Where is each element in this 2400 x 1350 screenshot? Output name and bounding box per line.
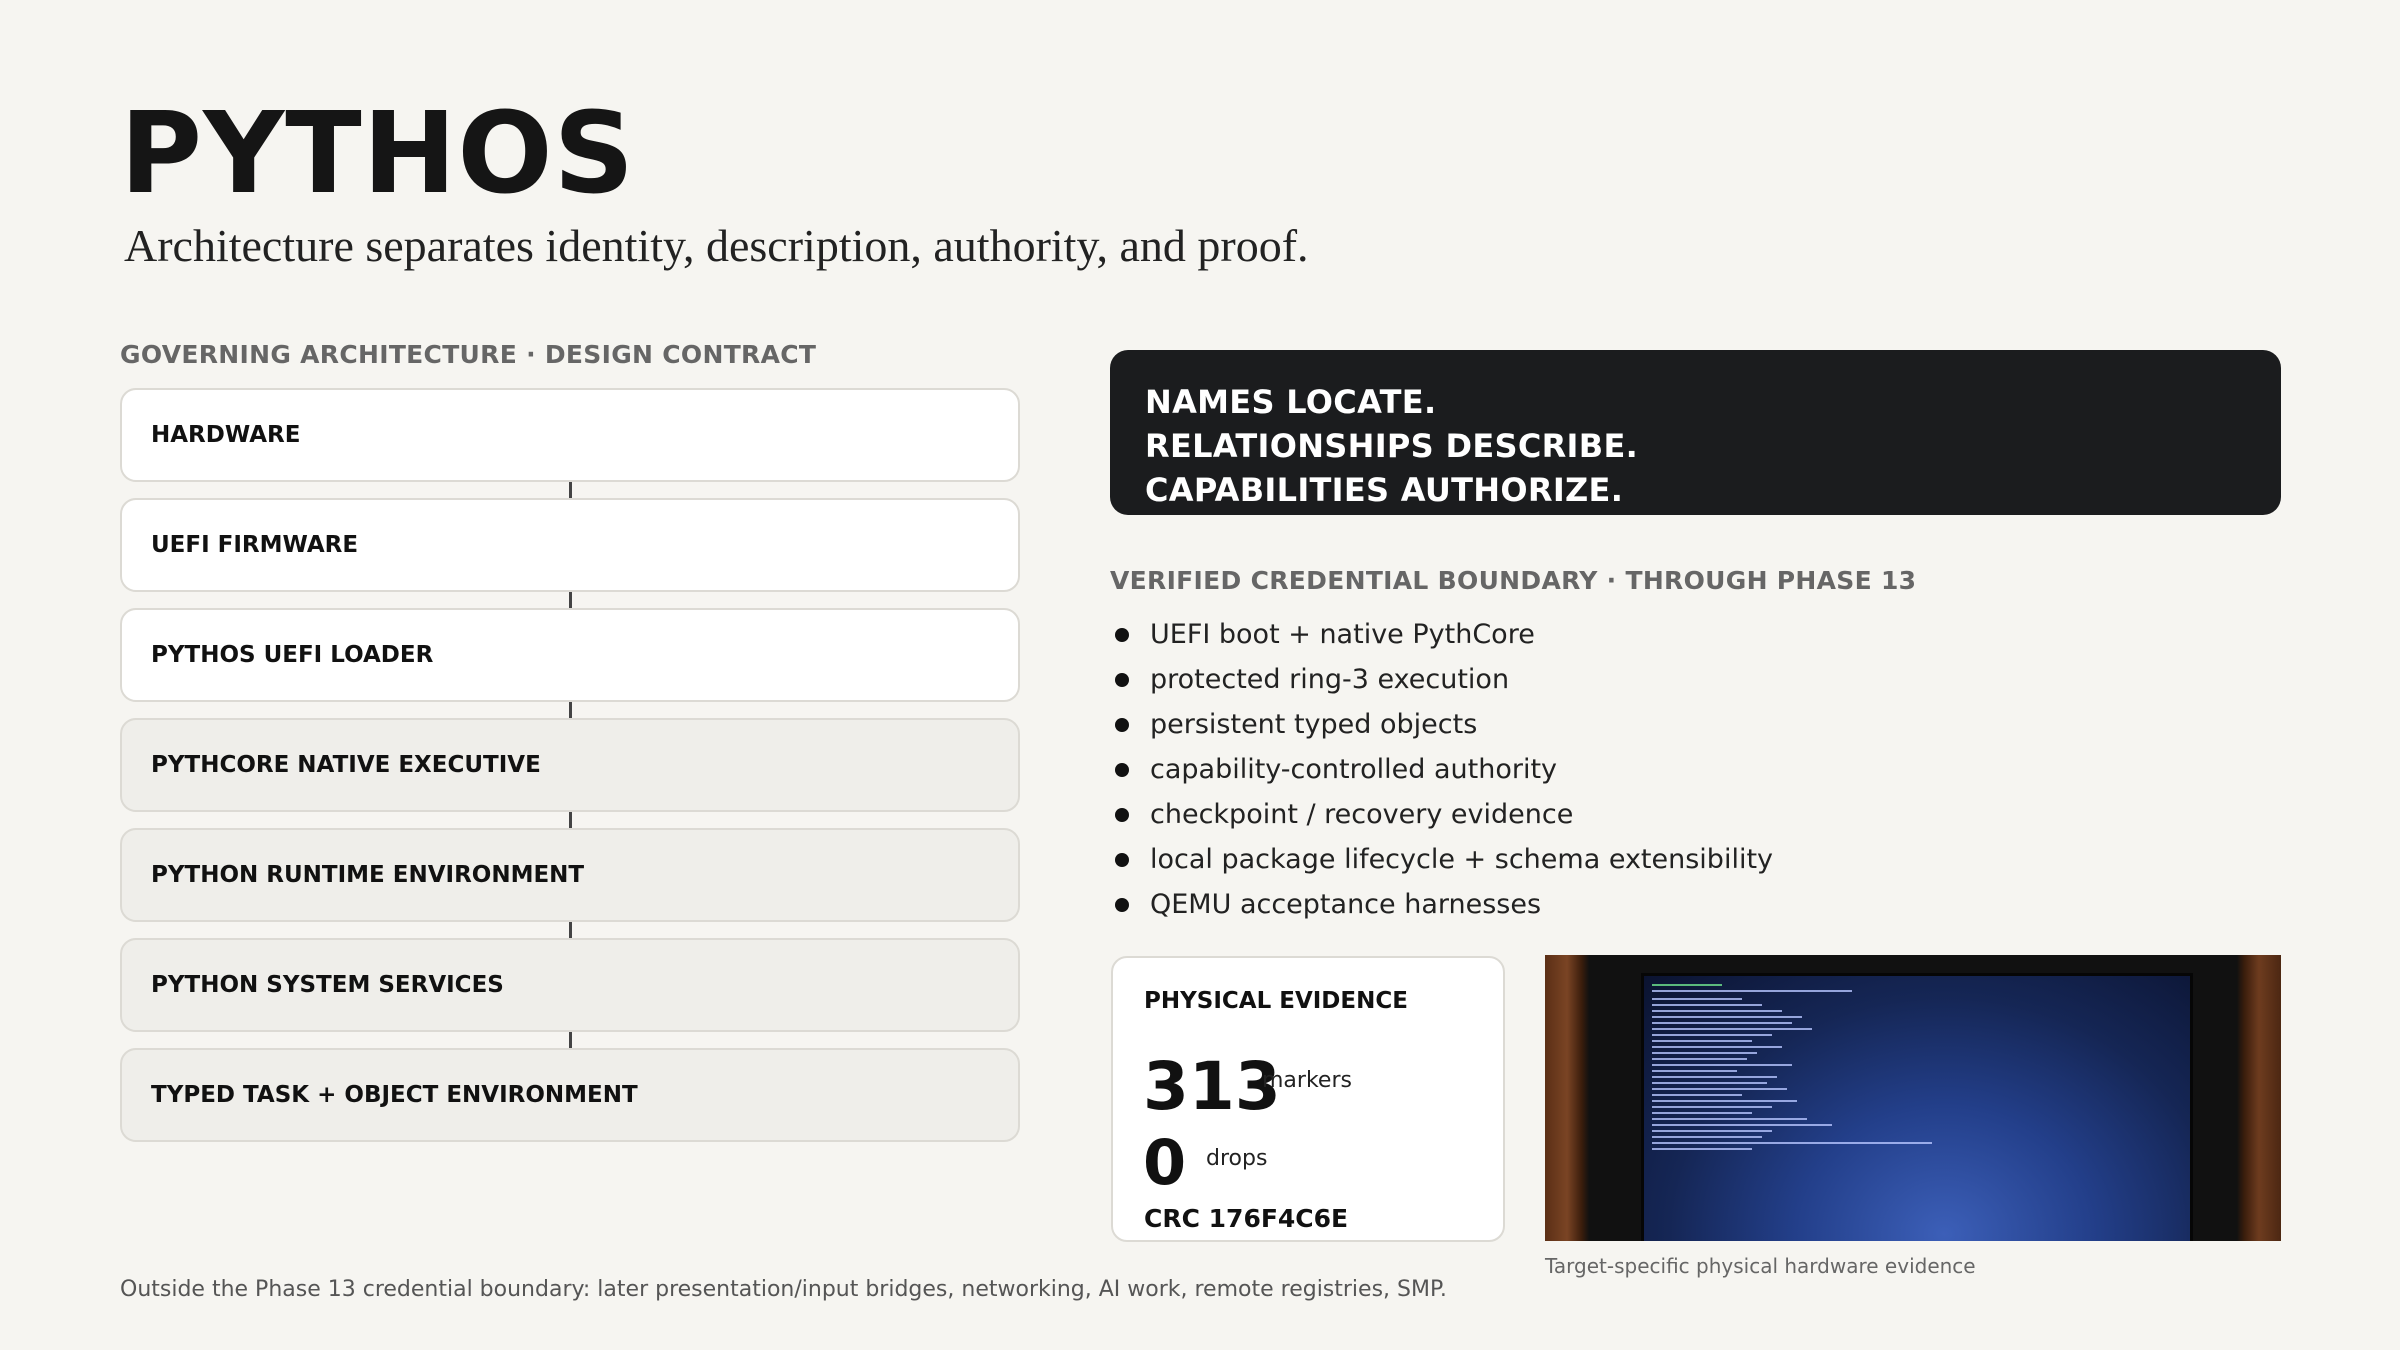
page-title: PYTHOS — [120, 89, 636, 219]
motto-line: RELATIONSHIPS DESCRIBE. — [1145, 427, 1639, 465]
bullet-icon — [1115, 763, 1129, 777]
bullet-icon — [1115, 673, 1129, 687]
bullet-icon — [1115, 718, 1129, 732]
photo-caption: Target-specific physical hardware evidence — [1545, 1254, 1976, 1278]
layer-uefi-firmware: UEFI FIRMWARE — [120, 498, 1020, 592]
evidence-title: PHYSICAL EVIDENCE — [1144, 988, 1408, 1014]
motto-line: NAMES LOCATE. — [1145, 383, 1437, 421]
layer-connector — [569, 482, 572, 498]
credential-list — [1115, 612, 1773, 927]
footer-note: Outside the Phase 13 credential boundary: later presentation/input bridges, networking, AI work, remote registries, SMP. — [120, 1277, 1447, 1302]
physical-evidence-card — [1111, 956, 1505, 1242]
list-item: QEMU acceptance harnesses — [1115, 882, 1773, 927]
layer-hardware: HARDWARE — [120, 388, 1020, 482]
layer-python-runtime: PYTHON RUNTIME ENVIRONMENT — [120, 828, 1020, 922]
motto-line: CAPABILITIES AUTHORIZE. — [1145, 471, 1624, 509]
bullet-icon — [1115, 898, 1129, 912]
layer-typed-task-environment: TYPED TASK + OBJECT ENVIRONMENT — [120, 1048, 1020, 1142]
list-item: protected ring-3 execution — [1115, 657, 1773, 702]
motto-panel — [1110, 350, 2281, 515]
layer-connector — [569, 592, 572, 608]
drops-unit: drops — [1206, 1146, 1268, 1171]
layer-connector — [569, 812, 572, 828]
list-item: UEFI boot + native PythCore — [1115, 612, 1773, 657]
layer-uefi-loader: PYTHOS UEFI LOADER — [120, 608, 1020, 702]
layer-connector — [569, 702, 572, 718]
markers-count: 313 — [1143, 1048, 1281, 1125]
layer-connector — [569, 922, 572, 938]
layer-python-system-services: PYTHON SYSTEM SERVICES — [120, 938, 1020, 1032]
credential-boundary-label: VERIFIED CREDENTIAL BOUNDARY · THROUGH PHASE 13 — [1110, 566, 1917, 595]
bullet-icon — [1115, 628, 1129, 642]
architecture-label: GOVERNING ARCHITECTURE · DESIGN CONTRACT — [120, 340, 817, 369]
drops-count: 0 — [1143, 1126, 1187, 1199]
list-item: persistent typed objects — [1115, 702, 1773, 747]
monitor-screen — [1641, 973, 2193, 1241]
crc-value: CRC 176F4C6E — [1144, 1204, 1349, 1233]
hardware-evidence-photo — [1545, 955, 2281, 1241]
list-item: capability-controlled authority — [1115, 747, 1773, 792]
page-subtitle: Architecture separates identity, description, authority, and proof. — [124, 220, 1309, 271]
layer-pythcore-executive: PYTHCORE NATIVE EXECUTIVE — [120, 718, 1020, 812]
markers-unit: markers — [1262, 1068, 1352, 1093]
layer-connector — [569, 1032, 572, 1048]
bullet-icon — [1115, 808, 1129, 822]
list-item: checkpoint / recovery evidence — [1115, 792, 1773, 837]
list-item: local package lifecycle + schema extensibility — [1115, 837, 1773, 882]
bullet-icon — [1115, 853, 1129, 867]
